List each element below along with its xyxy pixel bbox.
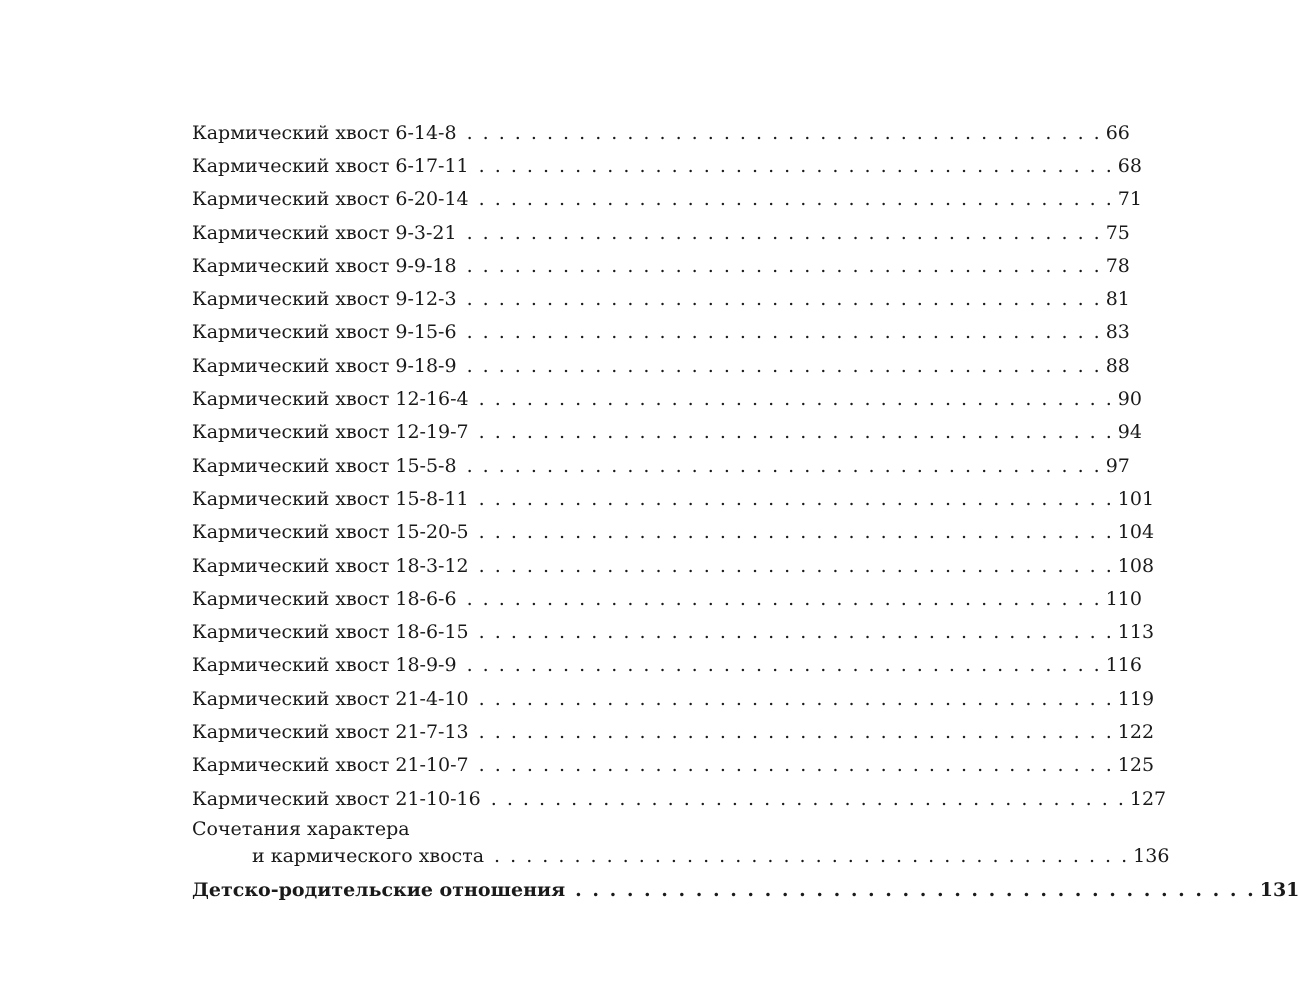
dot-leader: . . . . . . . . . . . . . . . . . . . . . . . . . . . . . . . . . . . . . . . . (478, 687, 1114, 710)
dot-leader: . . . . . . . . . . . . . . . . . . . . . . . . . . . . . . . . . . . . . . . . (478, 388, 1114, 411)
toc-entry-page: 81 (1105, 288, 1130, 311)
dot-leader: . . . . . . . . . . . . . . . . . . . . . . . . . . . . . . . . . . . . . . . . (478, 521, 1114, 544)
toc-entry (192, 449, 1130, 482)
toc-entry-page: 90 (1117, 388, 1142, 411)
toc-entry (192, 116, 1130, 149)
toc-entry (192, 582, 1142, 615)
toc-entry-title: Кармический хвост 18-3-12 (192, 554, 469, 577)
toc-entry (192, 249, 1130, 282)
toc-entry-page: 97 (1105, 454, 1130, 477)
toc-section-entry (192, 872, 1299, 908)
toc-entry (192, 316, 1130, 349)
toc-entry-line2 (192, 842, 1170, 870)
toc-entry-title: Кармический хвост 21-10-7 (192, 754, 469, 777)
toc-entry-title: Кармический хвост 9-18-9 (192, 354, 457, 377)
toc-entry (192, 749, 1155, 782)
toc-entry-page: 83 (1105, 321, 1130, 344)
dot-leader: . . . . . . . . . . . . . . . . . . . . . . . . . . . . . . . . . . . . . . . . (478, 554, 1114, 577)
toc-entry-page: 66 (1105, 121, 1130, 144)
toc-entry-page: 101 (1117, 487, 1155, 510)
toc-entry-title: Кармический хвост 21-7-13 (192, 720, 469, 743)
dot-leader: . . . . . . . . . . . . . . . . . . . . . . . . . . . . . . . . . . . . . . . . (478, 621, 1114, 644)
toc-entry-title: Кармический хвост 18-6-6 (192, 587, 457, 610)
dot-leader: . . . . . . . . . . . . . . . . . . . . . . . . . . . . . . . . . . . . . . . . (466, 321, 1102, 344)
toc-entry-title: Кармический хвост 21-10-16 (192, 787, 481, 810)
toc-entry-page: 104 (1117, 521, 1155, 544)
toc-entry-title: Кармический хвост 15-5-8 (192, 454, 457, 477)
toc-entry (192, 649, 1142, 682)
toc-entry-title: Кармический хвост 18-9-9 (192, 654, 457, 677)
dot-leader: . . . . . . . . . . . . . . . . . . . . . . . . . . . . . . . . . . . . . . . . (478, 188, 1114, 211)
toc-entry-page: 125 (1117, 754, 1155, 777)
dot-leader: . . . . . . . . . . . . . . . . . . . . . . . . . . . . . . . . . . . . . . . . (478, 720, 1114, 743)
toc-entry-title: Кармический хвост 12-16-4 (192, 388, 469, 411)
dot-leader: . . . . . . . . . . . . . . . . . . . . . . . . . . . . . . . . . . . . . . . . (466, 221, 1102, 244)
toc-entry (192, 715, 1155, 748)
toc-entry-title: Кармический хвост 6-14-8 (192, 121, 457, 144)
dot-leader: . . . . . . . . . . . . . . . . . . . . . . . . . . . . . . . . . . . . . . . . (478, 487, 1114, 510)
toc-entry-title: Кармический хвост 9-9-18 (192, 254, 457, 277)
dot-leader: . . . . . . . . . . . . . . . . . . . . . . . . . . . . . . . . . . . . . . . . (466, 288, 1102, 311)
toc-entry-title: Кармический хвост 9-15-6 (192, 321, 457, 344)
toc-entry-title: Кармический хвост 21-4-10 (192, 687, 469, 710)
dot-leader: . . . . . . . . . . . . . . . . . . . . . . . . . . . . . . . . . . . . . . . . (466, 587, 1102, 610)
toc-entry-page: 68 (1117, 154, 1142, 177)
dot-leader: . . . . . . . . . . . . . . . . . . . . . . . . . . . . . . . . . . . . . . . . (466, 654, 1102, 677)
toc-entry (192, 549, 1155, 582)
dot-leader: . . . . . . . . . . . . . . . . . . . . . . . . . . . . . . . . . . . . . . . . (466, 454, 1102, 477)
toc-entry-page: 122 (1117, 720, 1155, 743)
toc-entry (192, 416, 1142, 449)
dot-leader: . . . . . . . . . . . . . . . . . . . . . . . . . . . . . . . . . . . . . . . . (466, 354, 1102, 377)
toc-entry-page: 88 (1105, 354, 1130, 377)
toc-entry (192, 682, 1155, 715)
toc-entry-combined (192, 815, 1170, 870)
toc-entry-page: 136 (1133, 845, 1170, 868)
dot-leader: . . . . . . . . . . . . . . . . . . . . . . . . . . . . . . . . . . . . . . . . (490, 787, 1126, 810)
dot-leader: . . . . . . . . . . . . . . . . . . . . . . . . . . . . . . . . . . . . . . . . (466, 121, 1102, 144)
toc-entry-page: 113 (1117, 621, 1155, 644)
dot-leader: . . . . . . . . . . . . . . . . . . . . . . . . . . . . . . . . . . . . . . . . (478, 421, 1114, 444)
toc-entry (192, 216, 1130, 249)
toc-section-title: Детско-родительские отношения (192, 879, 566, 902)
toc-entry (192, 382, 1142, 415)
toc-entry (192, 782, 1167, 815)
toc-entry-page: 75 (1105, 221, 1130, 244)
toc-entry-page: 94 (1117, 421, 1142, 444)
toc-entry-title: Кармический хвост 18-6-15 (192, 621, 469, 644)
toc-entry (192, 482, 1155, 515)
toc-entry-page: 116 (1105, 654, 1142, 677)
toc-entry-page: 78 (1105, 254, 1130, 277)
toc-entry (192, 149, 1142, 182)
toc-entry-title-line2: и кармического хвоста (252, 845, 485, 868)
toc-entry-page: 119 (1117, 687, 1155, 710)
toc-entry-title: Кармический хвост 12-19-7 (192, 421, 469, 444)
dot-leader: . . . . . . . . . . . . . . . . . . . . . . . . . . . . . . . . . . . . . . . . (494, 845, 1130, 868)
toc-entry-title-line1: Сочетания характера (192, 818, 410, 841)
toc-entry (192, 349, 1130, 382)
toc-entry-title: Кармический хвост 9-12-3 (192, 288, 457, 311)
toc-entry-title: Кармический хвост 15-20-5 (192, 521, 469, 544)
dot-leader: . . . . . . . . . . . . . . . . . . . . . . . . . . . . . . . . . . . . . . . . (478, 754, 1114, 777)
toc-entry-page: 110 (1105, 587, 1142, 610)
toc-entry-page: 108 (1117, 554, 1155, 577)
toc-entry (192, 282, 1130, 315)
toc-entry (192, 516, 1155, 549)
toc-entry-title: Кармический хвост 6-20-14 (192, 188, 469, 211)
toc-entry-page: 127 (1129, 787, 1167, 810)
toc-entry (192, 615, 1155, 648)
toc-entry-title: Кармический хвост 15-8-11 (192, 487, 469, 510)
dot-leader: . . . . . . . . . . . . . . . . . . . . . . . . . . . . . . . . . . . . . . . . (478, 154, 1114, 177)
toc-entry (192, 183, 1142, 216)
table-of-contents (192, 116, 1299, 908)
toc-entry-title: Кармический хвост 6-17-11 (192, 154, 469, 177)
toc-entry-title: Кармический хвост 9-3-21 (192, 221, 457, 244)
dot-leader: . . . . . . . . . . . . . . . . . . . . . . . . . . . . . . . . . . . . . . . . (575, 879, 1256, 902)
toc-entry-page: 71 (1117, 188, 1142, 211)
dot-leader: . . . . . . . . . . . . . . . . . . . . . . . . . . . . . . . . . . . . . . . . (466, 254, 1102, 277)
toc-section-page: 131 (1259, 879, 1299, 902)
